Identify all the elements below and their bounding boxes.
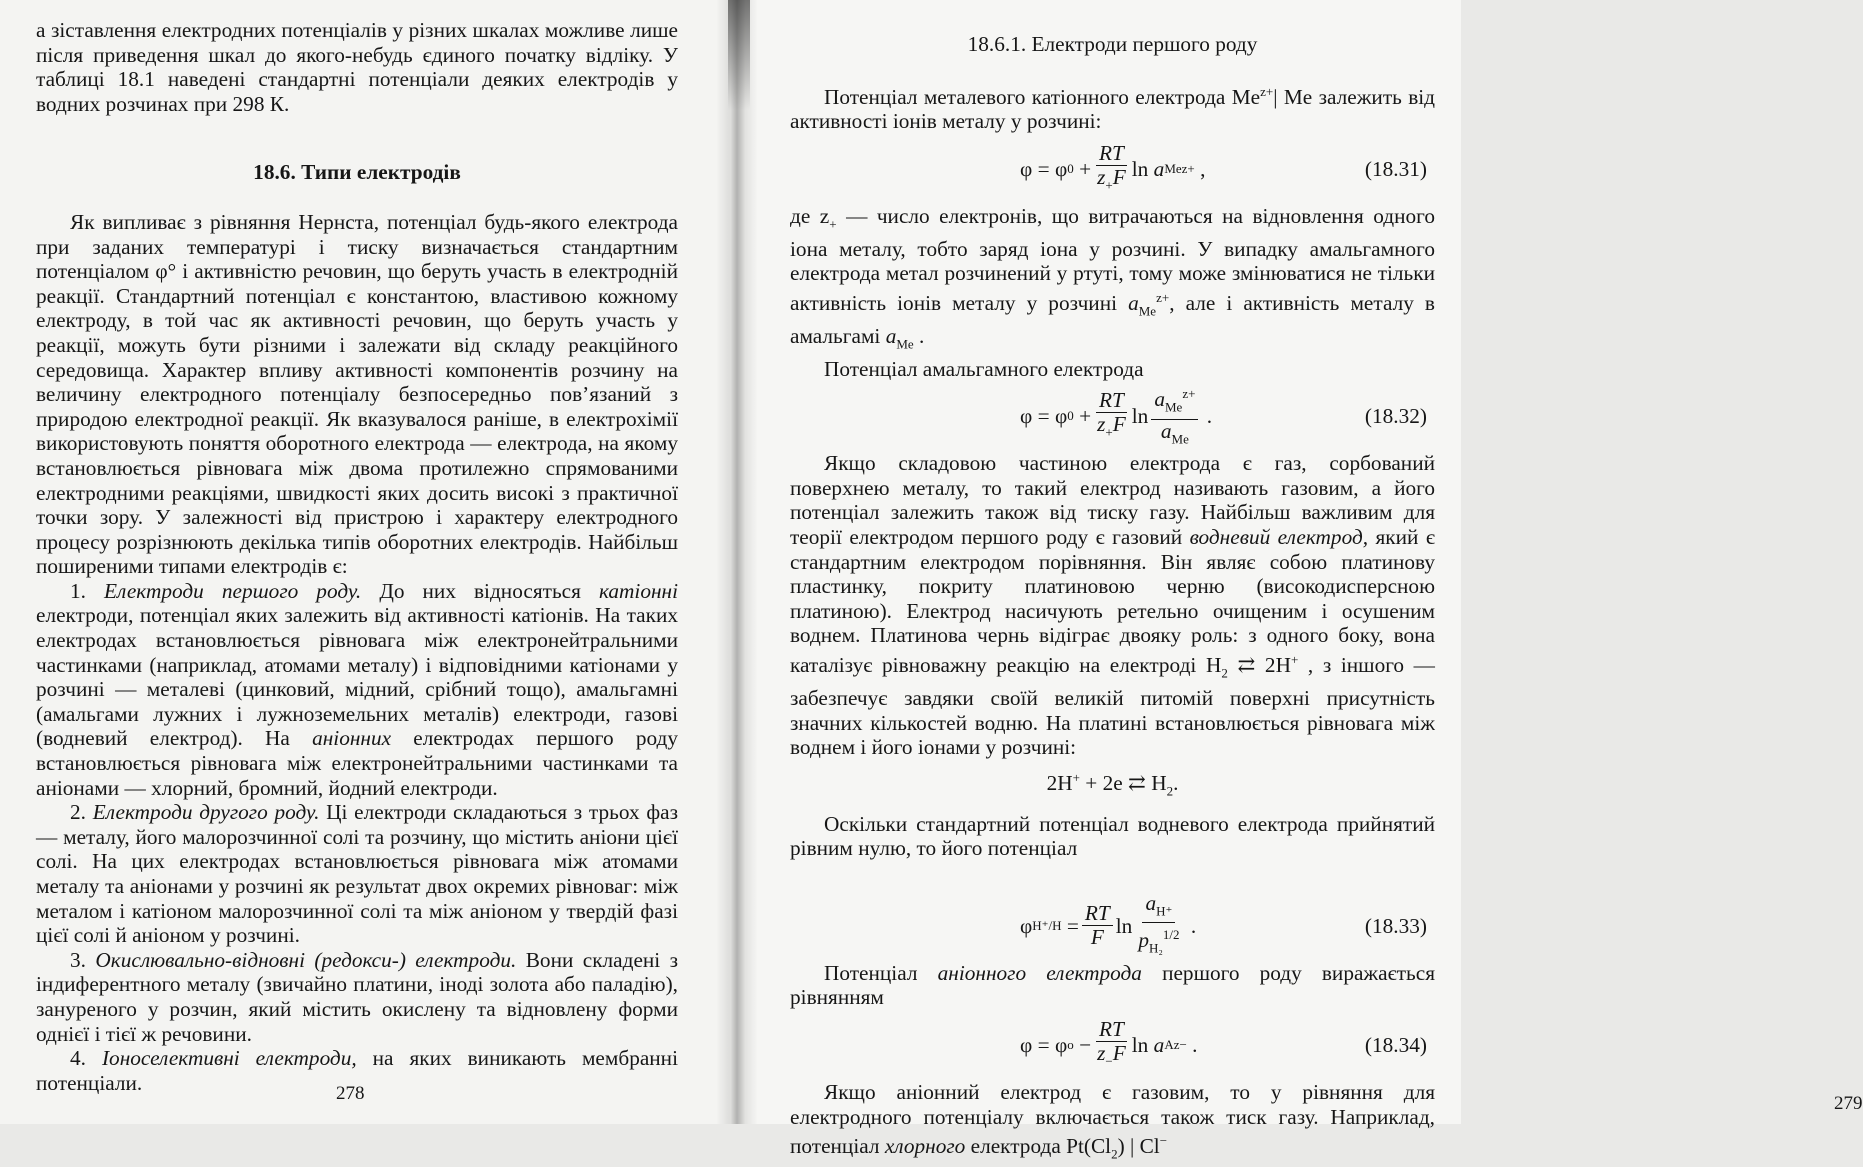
term-second-kind: Електроди другого роду. [92, 800, 320, 825]
formula-18-32: φ = φ 0 + $\frac{RT}{z_+F}$ ln $\frac{a_{Me}^{z+}}{a_{Me}}$ . (18.32) [790, 387, 1435, 445]
formula-18-31: φ = φ 0 + $\frac{RT}{z_+F}$ ln a Me z+ , (18.31) [1020, 140, 1427, 192]
page-number-left: 278 [336, 1083, 365, 1104]
equation-number-18-33: (18.33) [1364, 913, 1427, 938]
right-page-text [790, 32, 1435, 1167]
list-item-second-kind: 2. Електроди другого роду. Ці електроди складаються з трьох фаз — металу, його малорозчинної солі та розчину, що містить аніони цієї солі. На цих електродах встановлюється рівновага між атомами металу та аніонами у розчині як результат двох окремих рівноваг: між металом і катіоном малорозчинної солі та між аніоном у твердій фазі цієї солі й аніоном у розчині. [36, 800, 678, 948]
paragraph-amalgam-potential: Потенціал амальгамного електрода [824, 356, 1144, 381]
intro-paragraph: а зіставлення електродних потенціалів у різних шкалах можливе лише після приведення шкал до якого-небудь єдиного початку відліку. У таблиці 18.1 наведені стандартні потенціали деяких електродів у водних розчинах при 298 К. [36, 18, 678, 116]
book-gutter-dark-edge [728, 0, 750, 110]
right-page [730, 0, 1863, 1162]
paragraph-hydrogen-electrode: Якщо складовою частиною електрода є газ, сорбований поверхнею металу, то такий електрод називають газовим, а його потенціал залежить також від тиску газу. Найбільш важливим для теорії електродом першого роду є газовий водневий електрод, який є стандартним електродом порівняння. Він являє собою платинову пластинку, покриту платиновою черню (високодисперсною платиною). Електрод насичують ретельно очищеним і осушеним воднем. Платинова чернь відіграє двояку роль: з одного боку, вона каталізує рівноважну реакцію на електроді $H_2$ ⇄ 2H+ , з іншого — забезпечує завдяки своїй великій питомій поверхні присутність значних кількостей водню. На платині встановлюється рівновага між воднем і його іонами у розчині: [790, 451, 1435, 760]
book-gutter-shadow [716, 0, 758, 1124]
subsection-title: 18.6.1. Електроди першого роду [967, 32, 1258, 56]
paragraph-amalgam: де $z_+$ — число електронів, що витрачаються на відновлення одного іона металу, тобто заряд іона у розчині. У випадку амальгамного електрода метал розчинений у ртуті, тому може змінюватися не тільки активність іонів металу у розчині $a_{Me}^{z+}$, але і активність металу в амальгамі $a_{Me}$ . [790, 203, 1435, 352]
left-page-text [36, 18, 678, 1095]
paragraph-anion-electrode: Потенціал аніонного електрода першого роду виражається рівнянням [790, 960, 1436, 1010]
term-cationic: катіонні [598, 578, 679, 603]
paragraph-nernst: Як випливає з рівняння Нернста, потенціал будь-якого електрода при заданих температурі і тиску визначається стандартним потенціалом φ° і активністю речовин, що беруть участь в електродній реакції. Стандартний потенціал є константою, властивою кожному електроду, в той час як активності речовин, що беруть участь у реакції, можуть бути різними і залежати від складу реакційного середовища. Характер впливу активності компонентів розчину на величину електродного потенціалу безпосередньо пов’язаний з природою електродної реакції. Як вказувалося раніше, в електрохімії використовують поняття оборотного електрода — електрода, на якому встановлюється рівновага між двома протилежно спрямованими електродними реакціями, швидкості яких досить високі з практичної точки зору. У залежності від пристрою і характеру електродного процесу розрізнюють декілька типів оборотних електродів. Найбільш поширеними типами електродів є: [36, 209, 678, 579]
term-anionic: аніонних [312, 726, 392, 751]
list-item-redox: 3. Окислювально-відновні (редокси-) електроди. Вони складені з індиферентного металу (звичайно платини, іноді золота або паладію), зануреного у розчин, який містить окислену та відновлену форми однієї і тієї ж речовини. [36, 947, 679, 1046]
left-page [0, 0, 730, 1124]
equation-number-18-34: (18.34) [1364, 1033, 1427, 1058]
term-redox: Окислювально-відновні (редокси-) електроди. [95, 947, 517, 972]
paragraph-standard-zero: Оскільки стандартний потенціал водневого електрода прийнятий рівним нулю, то його потенціал [790, 811, 1435, 861]
formula-18-34: φ = φ o − $\frac{RT}{z_-F}$ ln a A z− . (18.34) [1020, 1016, 1427, 1069]
list-item-ion-selective: 4. Іоноселективні електроди, на яких виникають мембранні потенціали. [36, 1046, 679, 1095]
term-ion-selective: Іоноселективні електроди, [101, 1046, 357, 1071]
term-first-kind: Електроди першого роду. [104, 578, 362, 603]
hydrogen-reaction: 2H+ + 2e ⇄ $H_2$. [1046, 769, 1179, 799]
equation-number-18-32: (18.32) [1364, 404, 1427, 429]
paragraph-chlorine-electrode: Якщо аніонний електрод є газовим, то у рівняння для електродного потенціалу включається також тиск газу. Наприклад, потенціал хлорного електрода $Pt(Cl_2)$ | Cl− [790, 1080, 1435, 1162]
equation-number-18-31: (18.31) [1364, 156, 1427, 181]
formula-18-33: φ H⁺/H = $\frac{RT}{F}$ ln $\frac{a_{H^+}}{p_{H_2}^{1/2}}$ . (18.33) [1020, 891, 1427, 956]
list-item-first-kind: 1. Електроди першого роду. До них відносяться катіонні електроди, потенціал яких залежить від активності катіонів. На таких електродах встановлюється рівновага між електронейтральними частинками (наприклад, атомами металу) і відповідними катіонами у розчині — металеві (цинковий, мідний, срібний тощо), амальгамні (амальгами лужних і лужноземельних металів) електроди, газові (водневий електрод). На аніонних електродах першого роду встановлюється рівновага між електронейтральними частинками та аніонами — хлорний, бромний, йодний електроди. [36, 578, 679, 800]
page-number-right: 279 [1834, 1093, 1863, 1114]
section-title: 18.6. Типи електродів [253, 160, 461, 185]
paragraph-cation-electrode: Потенціал металевого катіонного електрода $Me^{z+}|$ Me залежить від активності іонів металу у розчині: [790, 83, 1435, 134]
